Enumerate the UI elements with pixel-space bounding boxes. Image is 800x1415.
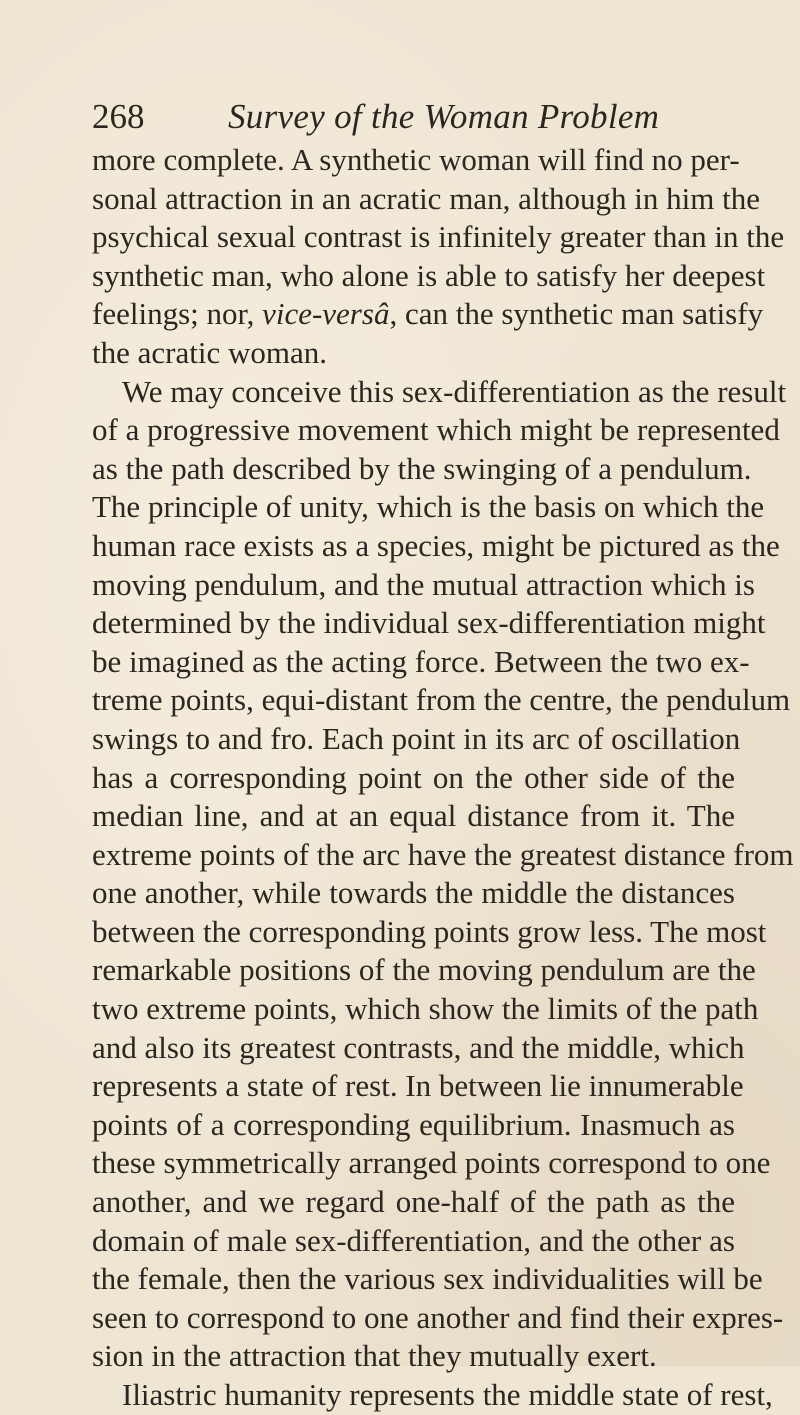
text-line: psychical sexual contrast is infinitely greater than in the xyxy=(92,219,785,255)
text-line: has a corresponding point on the other side of the xyxy=(92,759,735,795)
text-line: remarkable positions of the moving pendulum are the xyxy=(92,952,756,988)
text-line: sonal attraction in an acratic man, although in him the xyxy=(92,180,761,216)
text-line: determined by the individual sex-differentiation might xyxy=(92,605,766,641)
text-line: another, and we regard one-half of the path as the xyxy=(92,1184,735,1220)
text-line-italic-phrase xyxy=(92,295,764,334)
text-fragment: feelings; nor, vice-versâ, can the synthetic man satisfy xyxy=(92,296,764,332)
text-line: represents a state of rest. In between lie innumerable xyxy=(92,1068,744,1104)
text-line: human race exists as a species, might be pictured as the xyxy=(92,527,780,563)
text-line: as the path described by the swinging of a pendulum. xyxy=(92,450,752,486)
text-line: and also its greatest contrasts, and the middle, which xyxy=(92,1029,745,1065)
text-line: between the corresponding points grow less. The most xyxy=(92,913,767,949)
text-line: moving pendulum, and the mutual attraction which is xyxy=(92,566,755,602)
text-line: swings to and fro. Each point in its arc of oscillation xyxy=(92,720,741,756)
body-text xyxy=(92,141,794,1415)
page-number: 268 xyxy=(92,97,145,136)
paragraph-start-line: We may conceive this sex-differentiation as the result xyxy=(122,373,787,409)
italic-phrase: vice-versâ xyxy=(262,296,390,332)
text-line: points of a corresponding equilibrium. Inasmuch as xyxy=(92,1106,735,1142)
running-title: Survey of the Woman Problem xyxy=(228,97,660,136)
text-line: the acratic woman. xyxy=(92,334,327,370)
text-line: synthetic man, who alone is able to satisfy her deepest xyxy=(92,257,766,293)
text-line: treme points, equi-distant from the centre, the pendulum xyxy=(92,682,791,718)
text-line: extreme points of the arc have the greatest distance from xyxy=(92,836,794,872)
text-line: one another, while towards the middle the distances xyxy=(92,875,735,911)
paragraph-start-line: Iliastric humanity represents the middle state of rest, xyxy=(122,1377,773,1412)
text-line: sion in the attraction that they mutually exert. xyxy=(92,1338,657,1374)
text-line: median line, and at an equal distance from it. The xyxy=(92,798,735,834)
text-line: these symmetrically arranged points correspond to one xyxy=(92,1145,771,1181)
text-line: seen to correspond to one another and find their expres- xyxy=(92,1299,784,1335)
running-head xyxy=(92,92,732,142)
text-line: two extreme points, which show the limits of the path xyxy=(92,991,759,1027)
text-line: The principle of unity, which is the basis on which the xyxy=(92,489,765,525)
text-line: the female, then the various sex individualities will be xyxy=(92,1261,763,1297)
text-line: of a progressive movement which might be represented xyxy=(92,412,780,448)
text-line: more complete. A synthetic woman will find no per- xyxy=(92,142,740,177)
text-line: domain of male sex-differentiation, and the other as xyxy=(92,1222,735,1258)
text-line: be imagined as the acting force. Between the two ex- xyxy=(92,643,750,679)
